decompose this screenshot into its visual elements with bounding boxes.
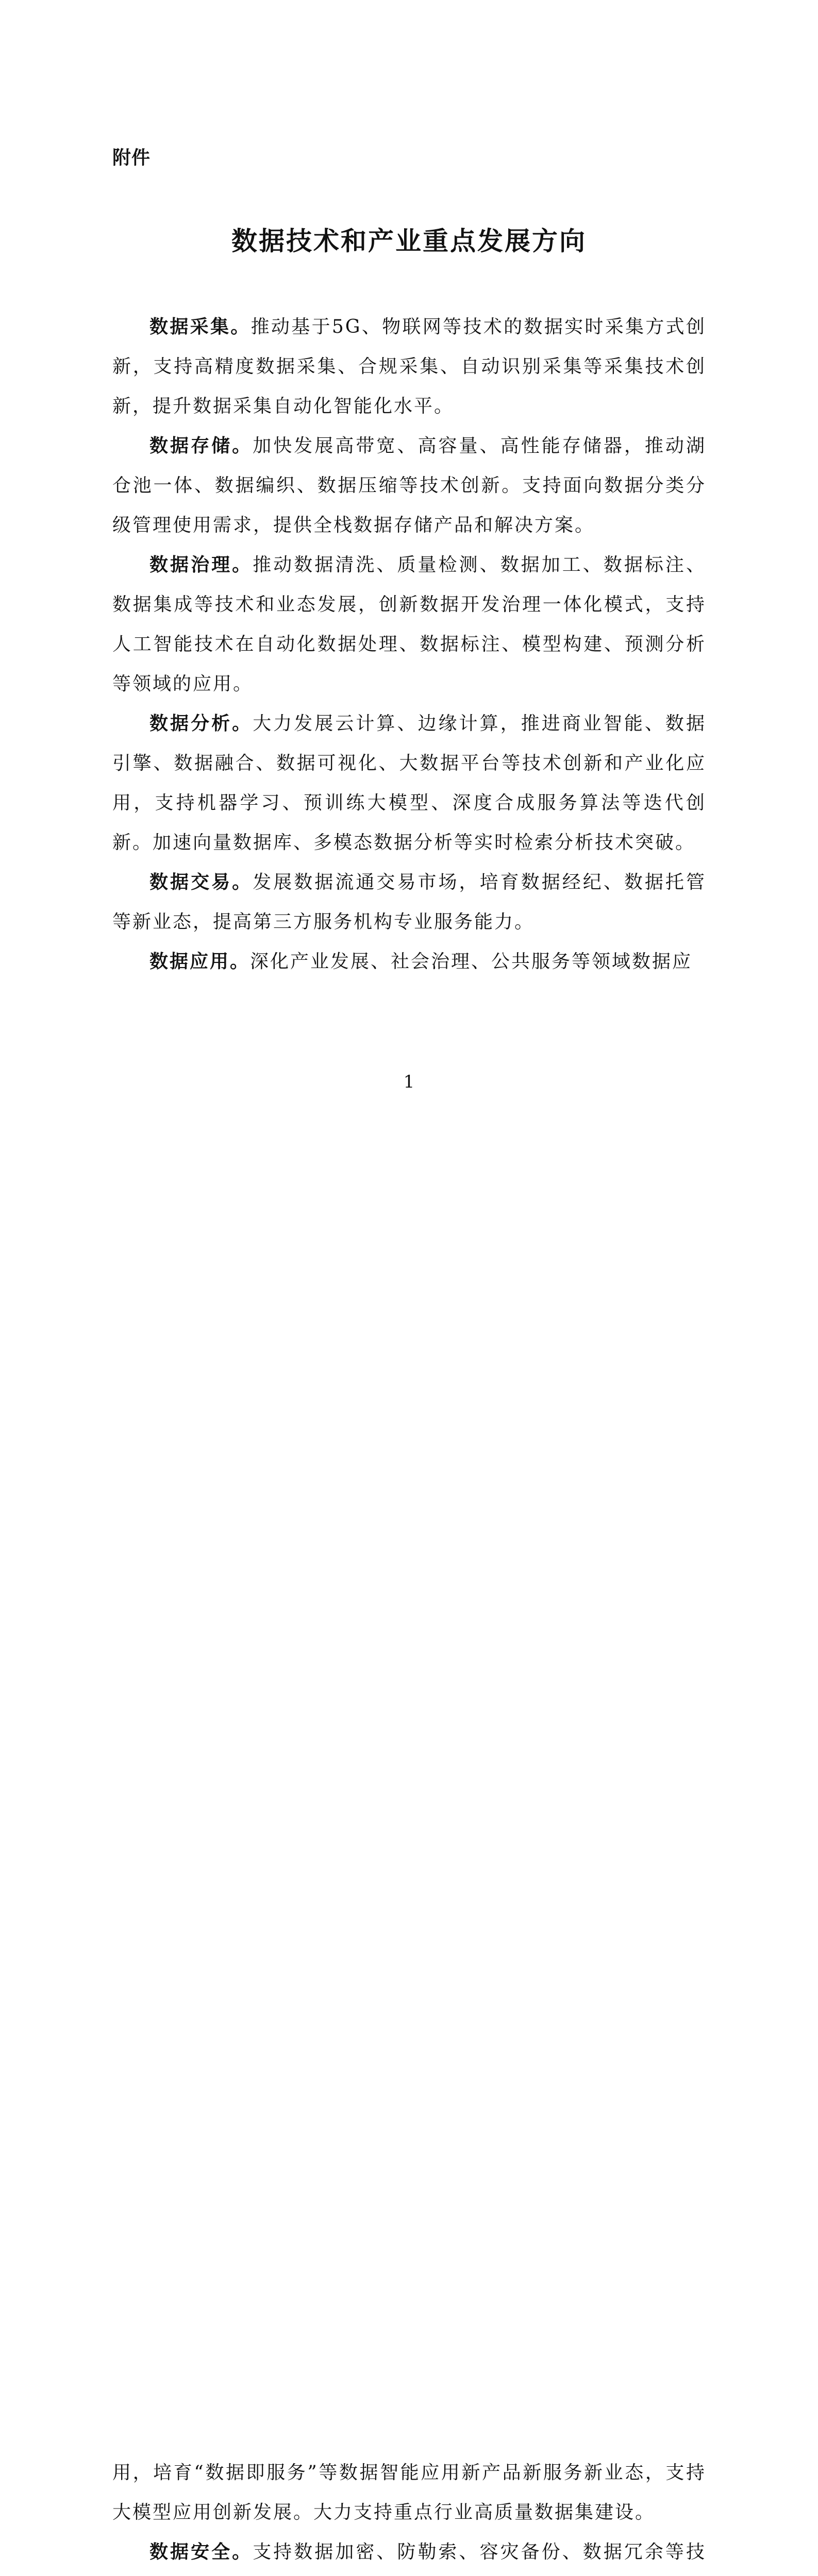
paragraph-text: 深化产业发展、社会治理、公共服务等领域数据应	[250, 951, 693, 972]
paragraph-text: 推动数据清洗、质量检测、数据加工、数据标注、数据集成等技术和业态发展，创新数据开发治理一体化模式，支持人工智能技术在自动化数据处理、数据标注、模型构建、预测分析等领域的应用。	[112, 554, 706, 694]
paragraph-data-collection	[112, 307, 706, 426]
document-page-1	[0, 0, 818, 1157]
document-title: 数据技术和产业重点发展方向	[231, 226, 587, 256]
paragraph-text: 大力发展云计算、边缘计算，推进商业智能、数据引擎、数据融合、数据可视化、大数据平台等技术创新和产业化应用，支持机器学习、预训练大模型、深度合成服务算法等迭代创新。加速向量数据库、多模态数据分析等实时检索分析技术突破。	[112, 713, 706, 853]
paragraph-heading: 数据分析。	[149, 713, 253, 734]
paragraph-heading: 数据交易。	[149, 872, 253, 893]
paragraph-data-security	[112, 2532, 706, 2576]
paragraph-data-analysis	[112, 704, 706, 862]
document-page-2	[0, 1157, 818, 2563]
paragraph-heading: 数据存储。	[149, 435, 253, 456]
paragraph-continuation: 用，培育“数据即服务”等数据智能应用新产品新服务新业态，支持大模型应用创新发展。大力支持重点行业高质量数据集建设。	[112, 2462, 706, 2523]
paragraph-heading: 数据应用。	[149, 951, 251, 972]
paragraph-heading: 数据采集。	[149, 316, 251, 337]
body-text-page-1	[112, 307, 706, 981]
paragraph-text: 支持数据加密、防勒索、容灾备份、数据冗余等技	[253, 2541, 706, 2563]
paragraph-text: 发展数据流通交易市场，培育数据经纪、数据托管等新业态，提高第三方服务机构专业服务能力。	[112, 872, 706, 933]
paragraph-data-storage	[112, 426, 706, 545]
paragraph-data-governance	[112, 545, 706, 704]
paragraph-data-application	[112, 942, 706, 981]
paragraph-data-trading	[112, 862, 706, 942]
paragraph-text: 推动基于5G、物联网等技术的数据实时采集方式创新，支持高精度数据采集、合规采集、自动识别采集等采集技术创新，提升数据采集自动化智能化水平。	[112, 316, 706, 417]
body-text-page-2	[112, 2453, 706, 2576]
attachment-label: 附件	[112, 147, 151, 168]
paragraph-heading: 数据治理。	[149, 554, 253, 575]
paragraph-heading: 数据安全。	[149, 2541, 253, 2563]
paragraph-text: 加快发展高带宽、高容量、高性能存储器，推动湖仓池一体、数据编织、数据压缩等技术创新。支持面向数据分类分级管理使用需求，提供全栈数据存储产品和解决方案。	[112, 435, 706, 536]
page-number: 1	[403, 1072, 415, 1092]
